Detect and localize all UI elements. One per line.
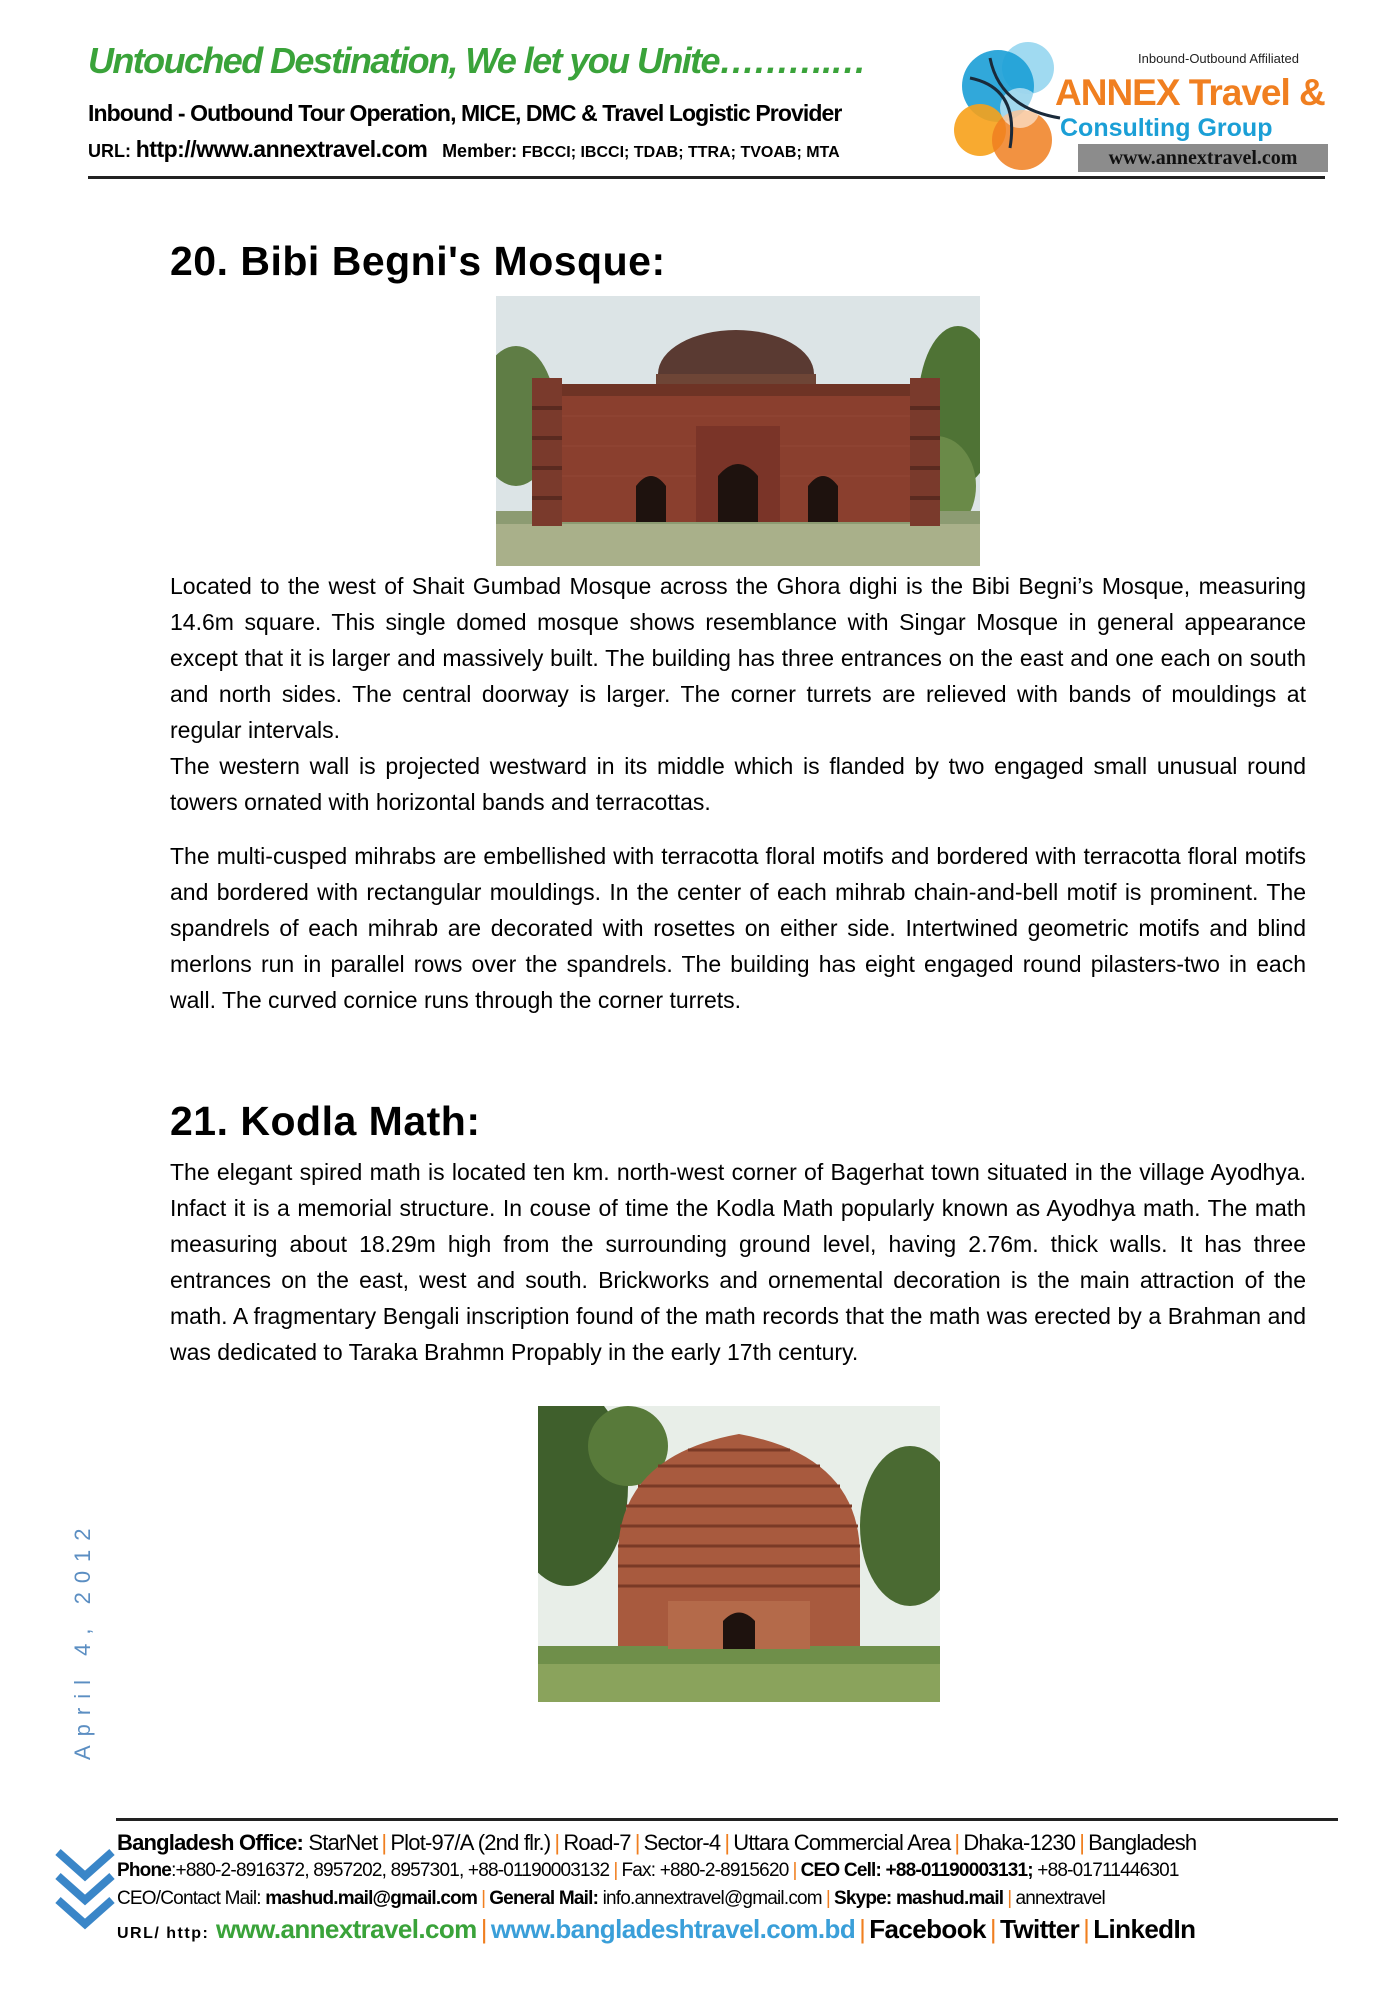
url-member-line <box>88 136 840 163</box>
separator: | <box>613 1860 618 1881</box>
header-divider <box>88 176 1325 179</box>
separator: | <box>1007 1888 1012 1909</box>
chevron-down-icon <box>54 1846 116 1932</box>
separator: | <box>825 1888 830 1909</box>
separator: | <box>554 1830 560 1855</box>
kodla-math-photo <box>538 1406 940 1702</box>
general-mail-label: General Mail: <box>489 1888 599 1909</box>
ceo-cell-alt: +88-01711446301 <box>1032 1860 1179 1881</box>
paragraph: The western wall is projected westward in its middle which is flanded by two engaged small unusual round towers ornated with horizontal bands and terracottas. <box>170 753 1306 815</box>
header-url-link[interactable]: http://www.annextravel.com <box>135 136 428 162</box>
separator: | <box>792 1860 797 1881</box>
address-part: Road-7 <box>563 1830 631 1855</box>
address-part: StarNet <box>308 1830 378 1855</box>
ceo-cell-label: CEO Cell <box>800 1860 876 1881</box>
address-part: Uttara Commercial Area <box>733 1830 951 1855</box>
facebook-link[interactable]: Facebook <box>869 1914 986 1944</box>
side-date: April 4, 2012 <box>70 1519 95 1760</box>
footer-phone-line <box>117 1860 1179 1882</box>
section-heading-kodla-math: 21. Kodla Math: <box>170 1098 481 1144</box>
office-label: Bangladesh Office: <box>117 1830 304 1855</box>
separator: | <box>381 1830 387 1855</box>
tagline: Untouched Destination, We let you Unite……….… <box>88 40 865 81</box>
general-mail-link[interactable]: info.annextravel@gmail.com <box>598 1888 822 1909</box>
fax-number: Fax: +880-2-8915620 <box>621 1860 789 1881</box>
affiliation-text: Inbound-Outbound Affiliated <box>1138 51 1299 66</box>
bangladeshtravel-link[interactable]: www.bangladeshtravel.com.bd <box>490 1914 856 1944</box>
section-heading-bibi-begni: 20. Bibi Begni's Mosque: <box>170 238 666 284</box>
bibi-begni-mosque-photo <box>496 296 980 566</box>
separator: | <box>480 1914 487 1944</box>
separator: | <box>989 1914 996 1944</box>
separator: | <box>954 1830 960 1855</box>
phone-label: Phone <box>117 1860 172 1881</box>
member-label: Member: <box>442 141 518 161</box>
paragraph: Located to the west of Shait Gumbad Mosque across the Ghora dighi is the Bibi Begni’s Mosque, measuring 14.6m square. This single domed mosque shows resemblance with Singar Mosque in general appearance except that it is larger and massively built. The building has three entrances on the east and one each on south and north sides. The central doorway is larger. The corner turrets are relieved with bands of mouldings at regular intervals. <box>170 573 1306 743</box>
address-part: Dhaka-1230 <box>963 1830 1076 1855</box>
linkedin-link[interactable]: LinkedIn <box>1093 1914 1196 1944</box>
address-part: Bangladesh <box>1088 1830 1197 1855</box>
address-part: Sector-4 <box>643 1830 721 1855</box>
url-label: URL: <box>88 141 131 161</box>
footer-links-line <box>117 1914 1195 1945</box>
paragraph: The elegant spired math is located ten km. north-west corner of Bagerhat town situated in the village Ayodhya. Infact it is a memorial structure. In couse of time the Kodla Math popularly known as Ayodhya math. The math measuring about 18.29m high from the surrounding ground level, having 2.76m. thick walls. It has three entrances on the east, west and south. Brickworks and ornemental decoration is the main attraction of the math. A fragmentary Bengali inscription found of the math records that the math was erected by a Brahman and was dedicated to Taraka Brahmn Propably in the early 17th century. <box>170 1159 1306 1365</box>
separator: | <box>481 1888 486 1909</box>
separator: | <box>1083 1914 1090 1944</box>
address-part: Plot-97/A (2nd flr.) <box>390 1830 551 1855</box>
contact-mail-label: CEO/Contact Mail: <box>117 1888 266 1909</box>
ceo-cell-number: : +88-01190003131; <box>875 1860 1033 1881</box>
logo-brand-line1: ANNEX Travel & <box>1055 72 1325 113</box>
phone-numbers: :+880-2-8916372, 8957202, 8957301, +88-01190003132 <box>171 1860 610 1881</box>
member-list: FBCCI; IBCCI; TDAB; TTRA; TVOAB; MTA <box>521 144 840 161</box>
services-line: Inbound - Outbound Tour Operation, MICE, DMC & Travel Logistic Provider <box>88 100 842 126</box>
paragraph: The multi-cusped mihrabs are embellished with terracotta floral motifs and bordered with terracotta floral motifs and bordered with rectangular mouldings. In the center of each mihrab chain-and-bell motif is prominent. The spandrels of each mihrab are decorated with rosettes on either side. Intertwined geometric motifs and blind merlons run in parallel rows over the spandrels. The building has eight engaged round pilasters-two in each wall. The curved cornice runs through the corner turrets. <box>170 843 1306 1013</box>
separator: | <box>724 1830 730 1855</box>
contact-mail-link[interactable]: mashud.mail@gmail.com <box>265 1888 478 1909</box>
footer-divider <box>116 1818 1338 1821</box>
company-logo <box>950 38 1330 173</box>
logo-website: www.annextravel.com <box>1078 144 1328 172</box>
footer-url-label: URL/ http: <box>117 1925 210 1942</box>
skype-id: Skype: mashud.mail <box>833 1888 1004 1909</box>
footer-mail-line <box>117 1888 1105 1910</box>
twitter-link[interactable]: Twitter <box>1000 1914 1080 1944</box>
separator: | <box>634 1830 640 1855</box>
annextravel-link[interactable]: www.annextravel.com <box>215 1914 477 1944</box>
separator: | <box>1079 1830 1085 1855</box>
footer-address-line <box>117 1830 1196 1856</box>
logo-brand-line2: Consulting Group <box>1060 114 1273 142</box>
skype-extra: annextravel <box>1015 1888 1105 1909</box>
separator: | <box>859 1914 866 1944</box>
